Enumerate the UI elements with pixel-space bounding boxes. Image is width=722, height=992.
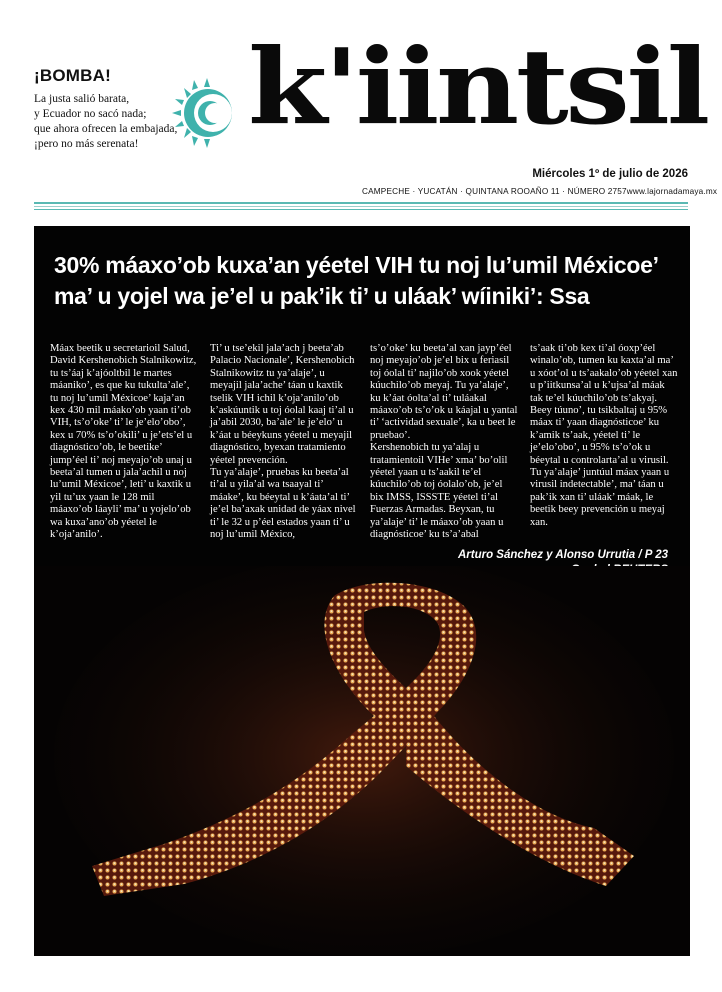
header-divider bbox=[34, 202, 688, 204]
sidebar-bomba bbox=[34, 66, 184, 152]
article-body bbox=[50, 343, 678, 542]
article-column-4: ts’aak ti’ob kex ti’al óoxp’éel winalo’ob, tumen ku kaxta’al ma’ u xóot’ol u ts’aakalo’ob yéetel xan u p’iitkunsa’al u k’ujsa’al máak tak te’el kúuchilo’ob ts’akyaj. Beey túuno’, tu tsikbaltaj u 95% máax ti’ yaan diagnósticoe’ ku k’amik ts’aak, yéetel ti’ le je’elo’obo’, u 95% ts’o’ok u béeytal u controlarta’al u virusil. Tu ya’alaje’ juntúul máax yaan u virusil indetectable’, ma’ táan u pak’ik xan ti’ uláak’ máak, le beetik beey prevención u meyaj xan. bbox=[530, 343, 678, 528]
issue-date: Miércoles 1º de julio de 2026 bbox=[532, 168, 688, 180]
candle-ribbon-photo bbox=[34, 566, 690, 956]
dateline-regions: CAMPECHE · YUCATÁN · QUINTANA ROO bbox=[362, 187, 531, 196]
newspaper-logo: k'iintsil bbox=[248, 25, 707, 148]
sidebar-title: ¡BOMBA! bbox=[34, 66, 111, 85]
dateline bbox=[362, 187, 718, 196]
verse-line: La justa salió barata, bbox=[34, 93, 130, 105]
article-column-3: ts’o’oke’ ku beeta’al xan jayp’éel noj meyajo’ob je’el bix u feriasil toj óolal ti’ najilo’ob xook yéetel kúuchilo’ob meyaj. Tu ya’alaje’, ku k’áat óolta’al ti’ tuláakal máaxo’ob ts’o’ok u káajal u yantal ti’ ‘actividad sexuale’, ka u beet le pruebao’. Kershenobich tu ya’alaj u tratamientoil VIHe’ xma’ bo’olil yéetel yaan u ts’aakil te’el kúuchilo’ob toj óolalo’ob, je’el bix IMSS, ISSSTE yéetel ti’al Fuerzas Armadas. Beyxan, tu ya’alaje’ ti’ le máaxo’ob yaan u diagnósticoe’ ku ts’a’abal bbox=[370, 343, 518, 541]
sun-logo-icon bbox=[170, 76, 244, 150]
article-column-2: Ti’ u tse’ekil jala’ach j beeta’ab Palacio Nacionale’, Kershenobich Stalnikowitz tu ya’alaje’, u meyajil jala’ache’ táan u kaxtik tselik VIH ichil k’oja’anilo’ob k’askúuntik u toj óolal kaaj ti’al u ja’abil 2030, ba’ale’ le je’elo’ u k’áat u béeykuns yéetel u meyajil diagnóstico, byexan tratamiento yéetel prevención. Tu ya’alaje’, pruebas ku beeta’al ti’al u yila’al wa tsaayal ti’ máake’, ku béeytal u k’áata’al ti’ je’el ba’axak unidad de yáax nivel ti’ le 32 u p’éel estados yaan ti’ u noj lu’umil México, bbox=[210, 343, 356, 541]
article-column-1: Máax beetik u secretarioil Salud, David Kershenobich Stalnikowitz, tu ts’áaj k’ajóoltbil le martes máaniko’, es que ku tukulta’ale’, tu noj lu’umil Méxicoe’ kaja’an kex 430 mil máako’ob yaan ti’ob VIH, ts’o’oke’ ti’ le je’elo’obo’, kex u 70% ts’o’okili’ u je’ets’el u diagnóstico’ob, le beetike’ jump’éel ti’ noj meyajo’ob unaj u beeta’al tumen u jala’achil u noj lu’umil Méxicoe’, leti’ u kaxtik u yil tu’ux yaan le 128 mil máaxo’ob láayli’ ma’ u yojelo’ob wa kuxa’ano’ob yéetel le k’oja’anilo’. bbox=[50, 343, 197, 541]
verse-line: y Ecuador no sacó nada; bbox=[34, 108, 147, 120]
website-link[interactable]: www.lajornadamaya.mx bbox=[626, 187, 718, 196]
verse-line: que ahora ofrecen la embajada, bbox=[34, 123, 178, 135]
byline: Arturo Sánchez y Alonso Urrutia / P 23 bbox=[457, 549, 668, 561]
headline: 30% máaxo’ob kuxa’an yéetel VIH tu noj lu’umil Méxicoe’ ma’ u yojel wa je’el u pak’ik ti’ u uláak’ wíiniki’: Ssa bbox=[54, 252, 658, 309]
sidebar-verse bbox=[34, 92, 184, 152]
header-divider bbox=[34, 206, 688, 207]
verse-line: ¡pero no más serenata! bbox=[34, 138, 139, 150]
header-divider bbox=[34, 209, 688, 210]
lead-story bbox=[34, 226, 690, 956]
dateline-issue: AÑO 11 · NÚMERO 2757 bbox=[530, 187, 627, 196]
